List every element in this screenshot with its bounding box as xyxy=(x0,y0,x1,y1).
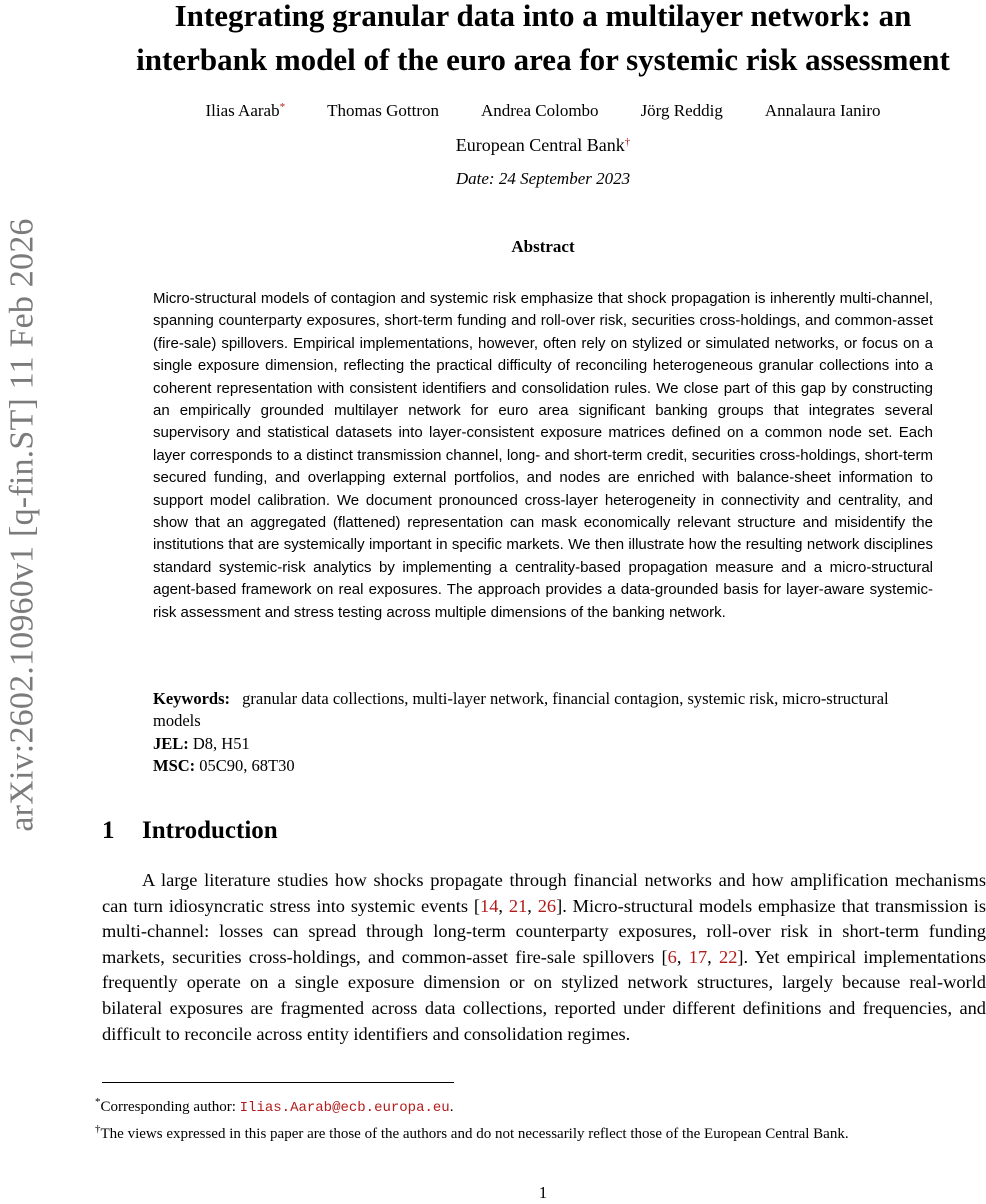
keywords-block xyxy=(153,688,933,777)
citation-link[interactable]: 26 xyxy=(537,895,557,916)
footnote-mark: * xyxy=(95,1096,101,1108)
footnote-corresponding-author: *Corresponding author: Ilias.Aarab@ecb.europa.eu. xyxy=(95,1096,454,1116)
footnote-disclaimer: †The views expressed in this paper are those of the authors and do not necessarily reflect those of the European Central Bank. xyxy=(95,1123,849,1142)
msc-line xyxy=(153,755,933,777)
abstract-text: Micro-structural models of contagion and systemic risk emphasize that shock propagation is inherently multi-channel, spanning counterparty exposures, short-term funding and roll-over risk, securities cross-holdings, and common-asset (fire-sale) spillovers. Empirical implementations, however, often rely on stylized or simulated networks, or focus on a single exposure dimension, reflecting the practical difficulty of reconciling heterogeneous granular collections into a coherent representation with consistent identifiers and consolidation rules. We close part of this gap by constructing an empirically grounded multilayer network for euro area significant banking groups that integrates several supervisory and statistical datasets into layer-consistent exposure matrices defined on a common node set. Each layer corresponds to a distinct transmission channel, long- and short-term credit, securities cross-holdings, short-term secured funding, and overlapping external portfolios, and nodes are enriched with balance-sheet information to support model calibration. We document pronounced cross-layer heterogeneity in connectivity and centrality, and show that an aggregated (flattened) representation can mask economically relevant structure and misidentify the institutions that are systemically important in specific markets. We then illustrate how the resulting network disciplines standard systemic-risk analytics by implementing a centrality-based propagation measure and a micro-structural agent-based framework on real exposures. The approach provides a data-grounded basis for layer-aware systemic-risk assessment and stress testing across multiple dimensions of the banking network. xyxy=(153,290,933,621)
email-link[interactable]: Ilias.Aarab@ecb.europa.eu xyxy=(239,1100,450,1116)
msc-label: MSC: xyxy=(153,755,196,775)
citation-link[interactable]: 22 xyxy=(719,946,738,967)
author-list xyxy=(100,100,986,122)
citation-link[interactable]: 6 xyxy=(667,946,677,967)
title-line-1: Integrating granular data into a multilayer network: an xyxy=(174,0,912,33)
page-number: 1 xyxy=(538,1183,548,1202)
author: Andrea Colombo xyxy=(480,101,599,120)
footnote-divider xyxy=(102,1082,454,1083)
section-heading xyxy=(102,815,278,847)
author: Thomas Gottron xyxy=(327,101,439,120)
arxiv-id: arXiv:2602.10960v1 [q-fin.ST] 11 Feb 2026 xyxy=(4,218,41,832)
author: Annalaura Ianiro xyxy=(764,101,881,120)
jel-label: JEL: xyxy=(153,733,189,753)
author: Jörg Reddig xyxy=(640,101,723,120)
section-number: 1 xyxy=(102,817,115,844)
date: Date: 24 September 2023 xyxy=(455,169,631,188)
affiliation: European Central Bank† xyxy=(455,135,631,155)
section-title: Introduction xyxy=(142,817,278,844)
author: Ilias Aarab* xyxy=(205,101,286,120)
arxiv-stamp xyxy=(2,176,44,874)
author-footnote-mark[interactable]: * xyxy=(279,101,286,113)
msc-codes: 05C90, 68T30 xyxy=(199,755,295,775)
footnote-mark: † xyxy=(95,1123,101,1135)
jel-line xyxy=(153,733,933,755)
citation-link[interactable]: 17 xyxy=(688,946,708,967)
citation-link[interactable]: 21 xyxy=(508,895,528,916)
keywords-line xyxy=(153,688,933,733)
affiliation-footnote-mark[interactable]: † xyxy=(624,136,631,148)
title-line-2: interbank model of the euro area for systemic risk assessment xyxy=(136,42,950,77)
keywords-label: Keywords: xyxy=(153,689,230,708)
abstract-heading: Abstract xyxy=(511,237,575,256)
citation-link[interactable]: 14 xyxy=(480,895,499,916)
jel-codes: D8, H51 xyxy=(192,733,250,753)
keywords-text: granular data collections, multi-layer network, financial contagion, systemic risk, micro-structural models xyxy=(153,689,889,731)
paper-title xyxy=(100,0,986,82)
intro-paragraph: A large literature studies how shocks propagate through financial networks and how amplification mechanisms can turn idiosyncratic stress into systemic events [14, 21, 26]. Micro-structural models emphasize that transmission is multi-channel: losses can spread through long-term counterparty exposures, roll-over risk in short-term funding markets, securities cross-holdings, and common-asset fire-sale spillovers [6, 17, 22]. Yet empirical implementations frequently operate on a single exposure dimension or on stylized network structures, largely because real-world bilateral exposures are fragmented across data collections, reported under different definitions and frequencies, and difficult to reconcile across entity identifiers and consolidation regimes. xyxy=(102,870,986,1044)
